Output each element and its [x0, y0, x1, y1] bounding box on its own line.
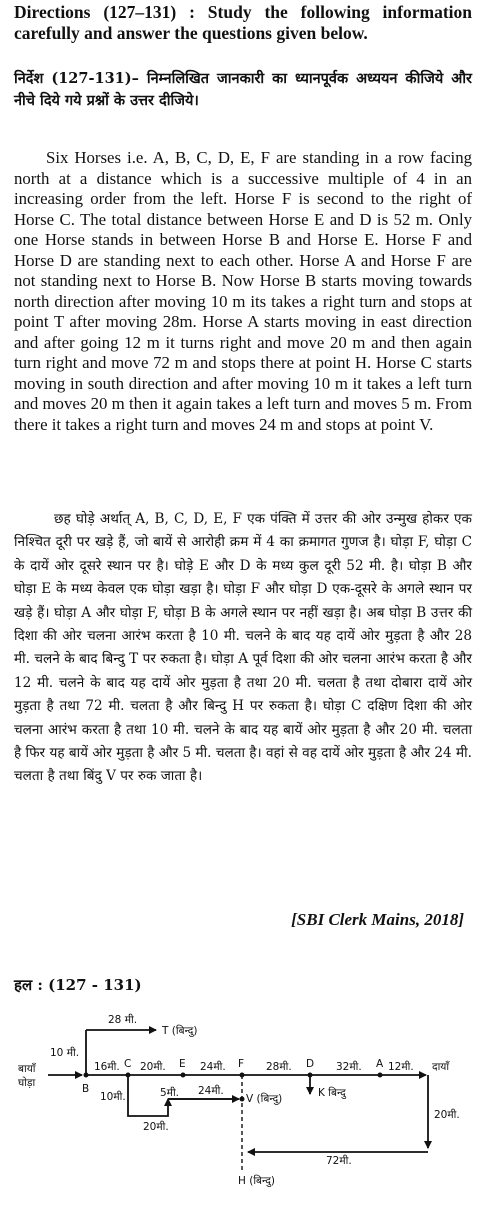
label-c-right: 20मी.	[143, 1121, 169, 1133]
label-seg-ce: 20मी.	[140, 1061, 166, 1073]
label-f: F	[238, 1058, 245, 1070]
b-dot	[84, 1073, 89, 1078]
passage-hindi: छह घोड़े अर्थात् A, B, C, D, E, F एक पंक्ति में उत्तर की ओर उन्मुख होकर एक निश्चित दूरी पर खड़े हैं, जो बायें से आरोही क्रम में 4 का क्रमागत गुणज है। घोड़ा F, घोड़ा C के दायें ओर दूसरे स्थान पर है। घोड़े E और D के मध्य कुल दूरी 52 मी. है। घोड़ा B और घोड़ा E के मध्य केवल एक घोड़ा खड़ा है। घोड़ा F और घोड़ा D एक-दूसरे के अगले स्थान पर खड़े हैं। घोड़ा A और घोड़ा F, घोड़ा B के अगले स्थान पर नहीं खड़ा है। अब घोड़ा B उत्तर की दिशा की ओर चलना आरंभ करता है 10 मी. चलने के बाद यह दायें ओर मुड़ता है और 28 मी. चलने के बाद बिन्दु T पर रुकता है। घोड़ा A पूर्व दिशा की ओर चलना आरंभ करता है और 12 मी. चलने के बाद यह दायें ओर मुड़ता है तथा 20 मी. चलता है तथा दोबारा दायें ओर मुड़ता है तथा 72 मी. चलता है और बिन्दु H पर रुकता है। घोड़ा C दक्षिण दिशा की ओर चलना आरंभ करता है तथा 10 मी. चलने के बाद यह बायें ओर मुड़ता है और 20 मी. चलता है फिर यह बायें ओर मुड़ता है और 5 मी. चलता है। वहां से वह दायें ओर मुड़ता है और 24 मी. चलता है तथा बिंदु V पर रुक जाता है।	[14, 511, 472, 785]
label-a-down: 20मी.	[434, 1109, 460, 1121]
label-c: C	[124, 1058, 132, 1070]
label-seg-fd: 28मी.	[266, 1061, 292, 1073]
v-point-dot	[240, 1097, 245, 1102]
label-seg-bc: 16मी.	[94, 1061, 120, 1073]
label-right-word: दायाँ	[432, 1061, 450, 1073]
f-dot	[240, 1073, 245, 1078]
label-e: E	[179, 1058, 186, 1070]
label-seg-a-right: 12मी.	[388, 1061, 414, 1073]
label-c-down: 10मी.	[100, 1091, 126, 1103]
label-left-word: बायाँ	[18, 1063, 36, 1075]
c-dot	[126, 1073, 131, 1078]
label-k-point: K बिन्दु	[318, 1087, 346, 1099]
a-dot	[378, 1073, 383, 1078]
label-t-point: T (बिन्दु)	[162, 1025, 198, 1037]
label-horse-word: घोड़ा	[18, 1077, 36, 1089]
label-seg-ef: 24मी.	[200, 1061, 226, 1073]
direction-diagram	[0, 990, 484, 1190]
d-dot	[308, 1073, 313, 1078]
label-b: B	[82, 1083, 90, 1095]
label-a: A	[376, 1058, 384, 1070]
label-v-point: V (बिन्दु)	[246, 1093, 283, 1105]
label-t-dist: 28 मी.	[108, 1014, 138, 1026]
directions-hindi: निर्देश (127-131)– निम्नलिखित जानकारी का ध्यानपूर्वक अध्ययन कीजिये और नीचे दिये गये प्रश्नों के उत्तर दीजिये।	[14, 70, 472, 109]
label-b-up: 10 मी.	[50, 1047, 80, 1059]
label-c-up: 5मी.	[160, 1087, 180, 1099]
source-citation: [SBI Clerk Mains, 2018]	[291, 910, 464, 929]
label-h-point: H (बिन्दु)	[238, 1175, 275, 1187]
passage-english: Six Horses i.e. A, B, C, D, E, F are standing in a row facing north at a distance which is a successive multiple of 4 in an increasing order from the left. Horse F is second to the right of Horse C. The total distance between Horse E and D is 52 m. Only one Horse stands in between Horse B and Horse E. Horse F and Horse D are standing next to each other. Horse A and Horse F are not standing next to Horse B. Now Horse B starts moving towards north direction after moving 10 m its takes a right turn and stops at point T after moving 28m. Horse A starts moving in east direction and after going 12 m it turns right and move 20 m and then again turn right and move 72 m and stops there at point H. Horse C starts moving in south direction and after moving 10 m it takes a left turn and moves 20 m then it again takes a left turn and moves 5 m. From there it takes a right turn and moves 24 m and stops at point V.	[14, 148, 472, 434]
label-a-left: 72मी.	[326, 1155, 352, 1167]
label-seg-da: 32मी.	[336, 1061, 362, 1073]
directions-english: Directions (127–131) : Study the following information carefully and answer the questions given below.	[14, 2, 472, 43]
solution-title: हल : (127 - 131)	[14, 976, 142, 994]
e-dot	[181, 1073, 186, 1078]
label-c-right2: 24मी.	[198, 1085, 224, 1097]
label-d: D	[306, 1058, 315, 1070]
